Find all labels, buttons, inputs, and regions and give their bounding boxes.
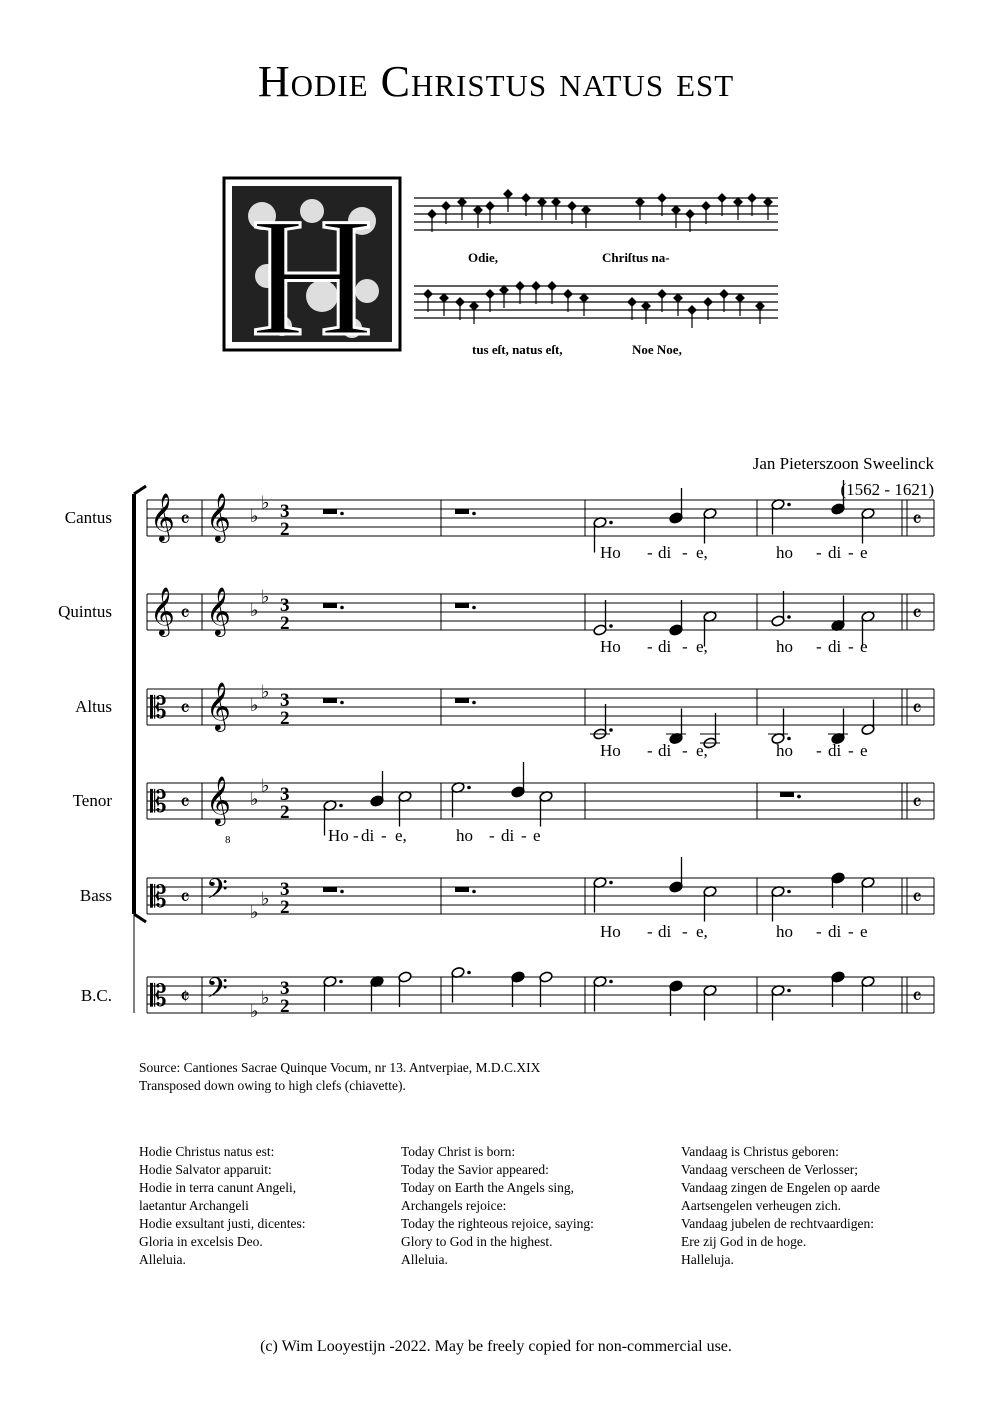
lyric-syllable: di: [828, 543, 842, 562]
half-note: [593, 516, 613, 552]
common-time-icon: 𝄴: [912, 602, 922, 627]
lyric-syllable: -: [848, 741, 854, 760]
half-note: [590, 704, 613, 740]
common-time-icon: 𝄴: [180, 886, 190, 911]
lyric-syllable: -: [682, 543, 688, 562]
quarter-note: [669, 600, 683, 636]
facsimile-note: [548, 282, 556, 304]
bracket-hook-top: [134, 486, 146, 494]
decorated-initial: [224, 178, 400, 370]
facsimile-note: [516, 282, 524, 304]
text-english: [401, 1143, 594, 1269]
flat-icon: ♭: [261, 681, 270, 703]
whole-rest: [323, 509, 344, 515]
whole-rest: [455, 509, 476, 515]
facsimile-staff-1: [414, 198, 778, 230]
quarter-note: [370, 975, 384, 1011]
source-line-1: Source: Cantiones Sacrae Quinque Vocum, nr 13. Antverpiae, M.D.C.XIX: [139, 1060, 541, 1075]
dutch-line: Aartsengelen verheugen zich.: [681, 1198, 842, 1213]
half-note: [323, 799, 343, 835]
dutch-line: Ere zij God in de hoge.: [681, 1234, 807, 1249]
flat-icon: ♭: [250, 506, 259, 527]
facsimile-note: [470, 302, 478, 324]
lyric-syllable: di: [658, 543, 672, 562]
lyric-syllable: -: [682, 637, 688, 656]
lyric-syllable: di: [658, 637, 672, 656]
treble-clef-icon: 𝄞: [206, 586, 231, 635]
lyric-syllable: -: [816, 543, 822, 562]
whole-rest: [455, 698, 476, 704]
lyric-syllable: ho: [456, 826, 473, 845]
lyric-syllable: -: [848, 637, 854, 656]
music-score: [0, 480, 992, 1040]
facsimile-note: [564, 290, 572, 312]
flat-icon: ♭: [250, 902, 259, 923]
half-note: [700, 713, 720, 749]
facsimile-note: [538, 198, 546, 220]
half-note: [398, 790, 412, 826]
lyric-syllable: Ho: [328, 826, 349, 845]
common-time-icon: 𝄴: [180, 697, 190, 722]
whole-rest: [323, 603, 344, 609]
half-note: [703, 610, 717, 646]
lyric-syllable: ho: [776, 922, 793, 941]
facsimile-lyric-1b: Chriſtus na-: [602, 250, 670, 265]
english-line: Today the Savior appeared:: [401, 1162, 549, 1177]
half-note: [703, 885, 717, 921]
time-sig-denominator: 2: [280, 802, 290, 823]
treble-clef-icon: 𝄞: [150, 492, 175, 541]
dutch-line: Vandaag verscheen de Verlosser;: [681, 1162, 859, 1177]
flat-icon: ♭: [250, 695, 259, 716]
lyric-syllable: Ho: [600, 922, 621, 941]
facsimile-note: [456, 298, 464, 320]
quarter-note: [511, 762, 525, 798]
lyric-syllable: ho: [776, 741, 793, 760]
whole-rest: [455, 603, 476, 609]
half-note: [703, 984, 717, 1020]
half-note: [861, 507, 875, 543]
treble-clef-icon: 𝄞: [206, 492, 231, 541]
lyric-syllable: -: [521, 826, 527, 845]
facsimile-note: [658, 290, 666, 312]
dutch-line: Halleluja.: [681, 1252, 734, 1267]
facsimile-note: [734, 198, 742, 220]
flat-icon: ♭: [250, 1001, 259, 1022]
lyric-syllable: Ho: [600, 741, 621, 760]
staff-cantus: [147, 492, 934, 543]
facsimile-lyric-2a: tus eſt, natus eſt,: [472, 342, 563, 357]
lyric-syllable: e: [860, 637, 868, 656]
initial-letter: H: [250, 183, 374, 370]
dutch-line: Vandaag is Christus geboren:: [681, 1144, 839, 1159]
facsimile-note: [720, 290, 728, 312]
english-line: Today Christ is born:: [401, 1144, 516, 1159]
half-note: [861, 700, 875, 736]
english-line: Today the righteous rejoice, saying:: [401, 1216, 594, 1231]
time-sig-numerator: 3: [280, 879, 290, 900]
facsimile-note: [636, 198, 644, 220]
facsimile-note: [764, 198, 772, 220]
facsimile-note: [718, 194, 726, 216]
whole-rest: [780, 792, 801, 798]
page-title: Hodie Christus natus est: [257, 57, 735, 106]
time-sig-denominator: 2: [280, 519, 290, 540]
composer-dates: (1562 - 1621): [840, 480, 934, 499]
latin-line: Hodie Salvator apparuit:: [139, 1162, 272, 1177]
alto-clef-icon: 𝄡: [150, 785, 167, 820]
bass-clef-icon: 𝄢: [206, 873, 228, 913]
whole-rest: [323, 887, 344, 893]
lyric-syllable: -: [682, 922, 688, 941]
half-note: [771, 591, 791, 627]
facsimile-note: [442, 202, 450, 224]
bass-clef-icon: 𝄢: [206, 972, 228, 1012]
lyric-syllable: -: [647, 543, 653, 562]
common-time-icon: 𝄴: [912, 508, 922, 533]
facsimile-note: [568, 202, 576, 224]
voice-name-quintus: Quintus: [58, 602, 112, 621]
quarter-note: [831, 971, 845, 1007]
lyric-syllable: Ho: [600, 637, 621, 656]
facsimile-note: [522, 194, 530, 216]
half-note: [451, 781, 471, 817]
lyric-syllable: e,: [696, 637, 708, 656]
time-sig-denominator: 2: [280, 897, 290, 918]
lyric-syllable: -: [816, 637, 822, 656]
voice-name-tenor: Tenor: [72, 791, 112, 810]
lyric-syllable: -: [489, 826, 495, 845]
lyric-syllable: -: [647, 922, 653, 941]
facsimile-lyric-1a: Odie,: [468, 250, 498, 265]
half-note: [451, 966, 471, 1002]
common-time-icon: 𝄴: [912, 791, 922, 816]
half-note: [771, 498, 791, 534]
facsimile-note: [552, 198, 560, 220]
quarter-note: [831, 872, 845, 908]
treble-clef-icon: 𝄞: [206, 775, 231, 824]
source-note: [139, 1059, 540, 1095]
lyric-syllable: di: [658, 741, 672, 760]
common-time-icon: 𝄴: [180, 508, 190, 533]
latin-line: Alleluia.: [139, 1252, 186, 1267]
facsimile-note: [424, 290, 432, 312]
half-note: [861, 876, 875, 912]
facsimile-note: [642, 302, 650, 324]
flat-icon: ♭: [261, 586, 270, 608]
lyric-syllable: di: [361, 826, 375, 845]
lyric-syllable: -: [848, 543, 854, 562]
facsimile-note: [486, 290, 494, 312]
lyric-syllable: -: [353, 826, 359, 845]
lyric-syllable: e: [533, 826, 541, 845]
alto-clef-icon: 𝄡: [150, 979, 167, 1014]
dutch-line: Vandaag jubelen de rechtvaardigen:: [681, 1216, 875, 1231]
lyric-syllable: -: [647, 637, 653, 656]
half-note: [593, 975, 613, 1011]
flat-icon: ♭: [250, 600, 259, 621]
flat-icon: ♭: [261, 888, 270, 910]
facsimile-note: [674, 294, 682, 316]
composer-name: Jan Pieterszoon Sweelinck: [752, 454, 934, 473]
time-sig-denominator: 2: [280, 996, 290, 1017]
treble-clef-icon: 𝄞: [206, 681, 231, 730]
flat-icon: ♭: [250, 789, 259, 810]
lyric-syllable: di: [501, 826, 515, 845]
alto-clef-icon: 𝄡: [150, 880, 167, 915]
latin-line: Hodie Christus natus est:: [139, 1144, 275, 1159]
treble-clef-icon: 𝄞: [150, 586, 175, 635]
half-note: [398, 971, 412, 1007]
quarter-note: [828, 709, 848, 745]
facsimile-note: [486, 202, 494, 224]
facsimile-note: [532, 282, 540, 304]
lyric-syllable: e: [860, 922, 868, 941]
copyright-footer: (c) Wim Looyestijn -2022. May be freely copied for non-commercial use.: [260, 1338, 732, 1355]
time-sig-denominator: 2: [280, 708, 290, 729]
facsimile-note: [440, 294, 448, 316]
latin-line: laetantur Archangeli: [139, 1198, 249, 1213]
lyric-syllable: Ho: [600, 543, 621, 562]
facsimile-note: [688, 306, 696, 328]
lyric-syllable: -: [816, 741, 822, 760]
common-time-icon: 𝄴: [180, 791, 190, 816]
lyric-syllable: ho: [776, 543, 793, 562]
quarter-note: [370, 771, 384, 807]
common-time-icon: 𝄴: [912, 886, 922, 911]
half-note: [593, 600, 613, 636]
lyric-syllable: ho: [776, 637, 793, 656]
facsimile-note: [748, 194, 756, 216]
english-line: Alleluia.: [401, 1252, 448, 1267]
voice-name-bc: B.C.: [80, 986, 112, 1005]
time-sig-numerator: 3: [280, 784, 290, 805]
facsimile-note: [582, 206, 590, 228]
lyric-syllable: di: [658, 922, 672, 941]
lyric-syllable: e,: [395, 826, 407, 845]
facsimile-note: [686, 210, 694, 232]
lyric-syllable: e: [860, 543, 868, 562]
facsimile-note: [736, 294, 744, 316]
facsimile-note: [658, 194, 666, 216]
facsimile-note: [756, 302, 764, 324]
quarter-note: [669, 980, 683, 1016]
lyric-syllable: -: [816, 922, 822, 941]
facsimile-note: [672, 206, 680, 228]
latin-line: Hodie exsultant justi, dicentes:: [139, 1216, 306, 1231]
half-note: [539, 971, 553, 1007]
flat-icon: ♭: [261, 987, 270, 1009]
voice-name-altus: Altus: [75, 697, 112, 716]
voice-name-bass: Bass: [79, 886, 112, 905]
octave-marker: 8: [225, 834, 231, 846]
common-time-icon: 𝄴: [180, 602, 190, 627]
time-sig-numerator: 3: [280, 690, 290, 711]
lyric-syllable: -: [682, 741, 688, 760]
flat-icon: ♭: [261, 775, 270, 797]
lyric-syllable: -: [647, 741, 653, 760]
facsimile-lyric-2b: Noe Noe,: [632, 342, 682, 357]
lyric-syllable: -: [381, 826, 387, 845]
half-note: [861, 975, 875, 1011]
quarter-note: [666, 709, 686, 745]
facsimile-note: [702, 202, 710, 224]
facsimile-note: [458, 198, 466, 220]
time-sig-numerator: 3: [280, 501, 290, 522]
lyric-syllable: di: [828, 741, 842, 760]
time-sig-numerator: 3: [280, 978, 290, 999]
english-line: Archangels rejoice:: [401, 1198, 507, 1213]
half-note: [593, 876, 613, 912]
text-dutch: [681, 1143, 880, 1269]
lyric-syllable: e,: [696, 543, 708, 562]
half-note: [771, 984, 791, 1020]
common-time-icon: 𝄴: [912, 985, 922, 1010]
staff-bass: [147, 873, 934, 923]
alto-clef-icon: 𝄡: [150, 691, 167, 726]
staff-quintus: [147, 586, 934, 637]
whole-rest: [323, 698, 344, 704]
dutch-line: Vandaag zingen de Engelen op aarde: [681, 1180, 881, 1195]
facsimile-note: [428, 210, 436, 232]
half-note: [539, 790, 553, 826]
flat-icon: ♭: [261, 492, 270, 514]
facsimile-note: [580, 294, 588, 316]
half-note: [703, 507, 717, 543]
bracket-hook-bottom: [134, 914, 146, 922]
quarter-note: [831, 596, 845, 632]
half-note: [771, 885, 791, 921]
half-note: [861, 610, 875, 646]
facsimile-image: [222, 176, 790, 370]
facsimile-note: [704, 298, 712, 320]
lyric-syllable: e,: [696, 922, 708, 941]
facsimile-note: [628, 298, 636, 320]
quarter-note: [669, 857, 683, 893]
half-note: [768, 709, 791, 745]
facsimile-note: [504, 190, 512, 212]
staff-altus: [147, 681, 934, 732]
lyric-syllable: -: [848, 922, 854, 941]
common-time-icon: 𝄴: [912, 697, 922, 722]
english-line: Today on Earth the Angels sing,: [401, 1180, 575, 1195]
half-note: [323, 975, 343, 1011]
lyric-syllable: e,: [696, 741, 708, 760]
lyric-syllable: di: [828, 637, 842, 656]
quarter-note: [511, 971, 525, 1007]
source-line-2: Transposed down owing to high clefs (chiavette).: [139, 1078, 406, 1093]
lyric-syllable: e: [860, 741, 868, 760]
facsimile-note: [474, 206, 482, 228]
english-line: Glory to God in the highest.: [401, 1234, 553, 1249]
quarter-note: [831, 480, 845, 515]
facsimile-note: [500, 286, 508, 308]
cut-time-icon: 𝄵: [180, 985, 190, 1010]
latin-line: Gloria in excelsis Deo.: [139, 1234, 263, 1249]
whole-rest: [455, 887, 476, 893]
time-sig-denominator: 2: [280, 613, 290, 634]
quarter-note: [669, 488, 683, 524]
lyric-syllable: di: [828, 922, 842, 941]
voice-name-cantus: Cantus: [64, 508, 112, 527]
latin-line: Hodie in terra canunt Angeli,: [139, 1180, 297, 1195]
time-sig-numerator: 3: [280, 595, 290, 616]
text-latin: [139, 1143, 305, 1269]
